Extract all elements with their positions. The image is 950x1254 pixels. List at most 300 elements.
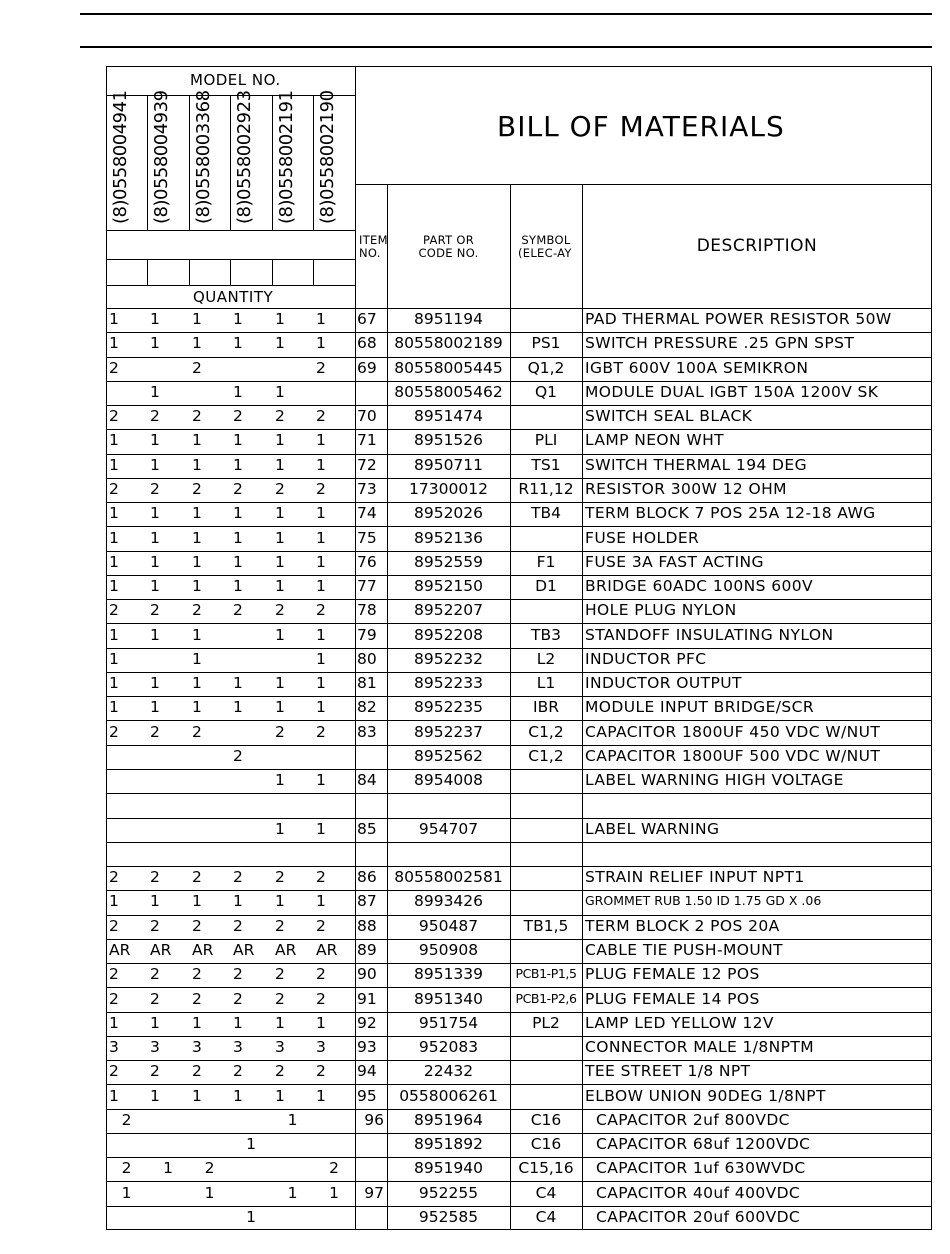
quantity-cell: 1 — [233, 456, 243, 474]
quantity-cell: 1 — [316, 650, 326, 668]
item-number: 83 — [357, 723, 377, 741]
quantity-cell: 1 — [109, 529, 119, 547]
quantity-cell: 2 — [121, 1159, 132, 1177]
symbol-cell: C4 — [535, 1186, 557, 1202]
row-divider — [106, 623, 932, 624]
part-number: 8952136 — [413, 529, 484, 547]
symbol-cell: TS1 — [531, 458, 561, 474]
quantity-cell: 2 — [109, 965, 119, 983]
row-divider — [106, 745, 932, 746]
description-cell: CAPACITOR 1uf 630WVDC — [596, 1159, 806, 1177]
quantity-cell: 1 — [316, 529, 326, 547]
item-number: 78 — [357, 601, 377, 619]
quantity-cell: AR — [150, 941, 172, 959]
item-number: 81 — [357, 674, 377, 692]
row-divider — [106, 526, 932, 527]
quantity-cell: 1 — [316, 820, 326, 838]
quantity-cell: 2 — [233, 407, 243, 425]
quantity-cell: 2 — [316, 723, 326, 741]
quantity-cell: 1 — [192, 674, 202, 692]
quantity-cell: 2 — [150, 1062, 160, 1080]
row-divider — [106, 478, 932, 479]
quantity-label: QUANTITY — [193, 288, 274, 306]
quantity-cell: 2 — [275, 723, 285, 741]
quantity-cell: 1 — [233, 310, 243, 328]
part-number: 954707 — [418, 820, 479, 838]
part-number: 8951526 — [413, 431, 484, 449]
description-cell: CONNECTOR MALE 1/8NPTM — [585, 1038, 815, 1056]
quantity-cell: 1 — [150, 334, 160, 352]
quantity-cell: 1 — [233, 892, 243, 910]
row-divider — [106, 502, 932, 503]
quantity-cell: 1 — [150, 456, 160, 474]
quantity-cell: 1 — [316, 431, 326, 449]
quantity-cell: 1 — [275, 820, 285, 838]
part-number: 8951964 — [413, 1111, 484, 1129]
quantity-cell: 1 — [275, 577, 285, 595]
symbol-cell: PLI — [534, 433, 558, 449]
description-cell: CAPACITOR 20uf 600VDC — [596, 1208, 801, 1226]
quantity-cell: 2 — [192, 359, 202, 377]
quantity-cell: 1 — [275, 383, 285, 401]
quantity-cell: 3 — [275, 1038, 285, 1056]
quantity-cell: 2 — [316, 868, 326, 886]
quantity-cell: 2 — [275, 601, 285, 619]
quantity-cell: 1 — [316, 553, 326, 571]
part-number: 80558005445 — [394, 359, 503, 377]
row-divider — [106, 769, 932, 770]
item-number: 89 — [357, 941, 377, 959]
row-divider — [106, 842, 932, 843]
quantity-cell: 1 — [192, 334, 202, 352]
quantity-cell: 1 — [275, 698, 285, 716]
quantity-cell: 2 — [150, 601, 160, 619]
quantity-cell: 2 — [233, 480, 243, 498]
quantity-cell: 1 — [109, 456, 119, 474]
top-rule — [80, 13, 932, 15]
quantity-cell: 1 — [275, 1014, 285, 1032]
description-cell: CAPACITOR 2uf 800VDC — [596, 1111, 790, 1129]
row-divider — [106, 381, 932, 382]
row-divider — [106, 454, 932, 455]
table-title: BILL OF MATERIALS — [497, 110, 785, 143]
row-divider — [106, 1060, 932, 1061]
description-cell: PLUG FEMALE 14 POS — [585, 990, 760, 1008]
quantity-cell: 2 — [109, 723, 119, 741]
part-number: 8951474 — [413, 407, 484, 425]
quantity-cell: 1 — [275, 456, 285, 474]
part-number: 8951194 — [413, 310, 484, 328]
row-divider — [106, 915, 932, 916]
quantity-cell: 2 — [316, 990, 326, 1008]
quantity-cell: 1 — [246, 1208, 256, 1226]
part-header-line1: PART OR — [422, 233, 475, 247]
quantity-cell: 2 — [109, 917, 119, 935]
description-cell: LABEL WARNING — [585, 820, 720, 838]
quantity-cell: 1 — [109, 650, 119, 668]
quantity-cell: 3 — [233, 1038, 243, 1056]
quantity-cell: 2 — [192, 917, 202, 935]
row-divider — [106, 332, 932, 333]
item-number: 72 — [357, 456, 377, 474]
symbol-cell: C16 — [530, 1137, 562, 1153]
quantity-cell: 2 — [275, 965, 285, 983]
quantity-cell: 1 — [109, 504, 119, 522]
quantity-cell: 1 — [192, 431, 202, 449]
symbol-cell: D1 — [535, 579, 557, 595]
quantity-cell: 2 — [192, 1062, 202, 1080]
model-column-divider — [272, 259, 273, 285]
symbol-header-line1: SYMBOL — [521, 233, 571, 247]
quantity-cell: 2 — [150, 990, 160, 1008]
item-number: 68 — [357, 334, 377, 352]
quantity-cell: 1 — [316, 626, 326, 644]
row-divider — [106, 890, 932, 891]
quantity-cell: 1 — [109, 310, 119, 328]
row-divider — [106, 818, 932, 819]
quantity-cell: 1 — [316, 771, 326, 789]
row-divider — [106, 1206, 932, 1207]
quantity-cell: 1 — [275, 334, 285, 352]
symbol-cell: PS1 — [531, 336, 561, 352]
symbol-cell: C16 — [530, 1113, 562, 1129]
quantity-cell: 1 — [316, 577, 326, 595]
quantity-cell: 1 — [329, 1184, 339, 1202]
symbol-cell: C4 — [535, 1210, 557, 1226]
quantity-cell: 1 — [192, 529, 202, 547]
quantity-cell: 1 — [192, 1087, 202, 1105]
model-column-divider — [147, 95, 148, 230]
quantity-cell: 1 — [233, 553, 243, 571]
item-number: 80 — [357, 650, 377, 668]
part-number: 950487 — [418, 917, 479, 935]
item-number: 93 — [357, 1038, 377, 1056]
quantity-cell: 1 — [233, 1014, 243, 1032]
quantity-cell: 2 — [329, 1159, 339, 1177]
quantity-cell: 1 — [316, 334, 326, 352]
model-number: (8)0558002923 — [234, 90, 255, 224]
quantity-cell: 1 — [150, 698, 160, 716]
item-number: 82 — [357, 698, 377, 716]
quantity-cell: 1 — [233, 383, 243, 401]
symbol-cell: C15,16 — [518, 1161, 574, 1177]
quantity-cell: 2 — [150, 917, 160, 935]
row-divider — [106, 405, 932, 406]
quantity-cell: AR — [275, 941, 297, 959]
quantity-cell: 2 — [109, 1062, 119, 1080]
description-cell: MODULE INPUT BRIDGE/SCR — [585, 698, 815, 716]
model-number: (8)0558002191 — [276, 90, 297, 224]
description-cell: LABEL WARNING HIGH VOLTAGE — [585, 771, 844, 789]
row-divider — [106, 1109, 932, 1110]
quantity-cell: 1 — [233, 577, 243, 595]
model-column-divider — [230, 259, 231, 285]
row-divider — [106, 672, 932, 673]
item-number: 97 — [364, 1184, 384, 1202]
part-number: 8954008 — [413, 771, 484, 789]
item-number: 92 — [357, 1014, 377, 1032]
part-number: 8951340 — [413, 990, 484, 1008]
model-column-divider — [272, 95, 273, 230]
quantity-cell: 2 — [192, 868, 202, 886]
item-number: 95 — [357, 1087, 377, 1105]
quantity-cell: 1 — [150, 1014, 160, 1032]
part-number: 0558006261 — [399, 1087, 498, 1105]
item-number: 71 — [357, 431, 377, 449]
item-number: 86 — [357, 868, 377, 886]
row-divider — [106, 1084, 932, 1085]
quantity-cell: 2 — [109, 359, 119, 377]
quantity-cell: 1 — [150, 553, 160, 571]
quantity-cell: 1 — [109, 334, 119, 352]
symbol-cell: TB1,5 — [523, 919, 569, 935]
part-number: 8952232 — [413, 650, 484, 668]
quantity-cell: 2 — [150, 407, 160, 425]
row-divider — [106, 1036, 932, 1037]
part-number: 8952559 — [413, 553, 484, 571]
quantity-cell: 2 — [233, 868, 243, 886]
symbol-cell: PCB1-P2,6 — [515, 993, 577, 1006]
symbol-cell: L1 — [536, 676, 556, 692]
description-cell: CAPACITOR 68uf 1200VDC — [596, 1135, 811, 1153]
description-cell: GROMMET RUB 1.50 ID 1.75 GD X .06 — [585, 893, 822, 908]
part-number: 952083 — [418, 1038, 479, 1056]
quantity-cell: 1 — [192, 504, 202, 522]
quantity-cell: 2 — [316, 917, 326, 935]
description-cell: STANDOFF INSULATING NYLON — [585, 626, 834, 644]
quantity-cell: 2 — [109, 601, 119, 619]
item-number: 91 — [357, 990, 377, 1008]
symbol-header-line2: (ELEC-AY — [518, 247, 572, 260]
part-header-line2: CODE NO. — [418, 246, 479, 260]
description-cell: TERM BLOCK 7 POS 25A 12-18 AWG — [585, 504, 876, 522]
quantity-cell: 1 — [233, 1087, 243, 1105]
part-number: 8951940 — [413, 1159, 484, 1177]
part-number: 8952235 — [413, 698, 484, 716]
quantity-cell: 1 — [275, 771, 285, 789]
row-divider — [106, 551, 932, 552]
quantity-cell: 2 — [150, 868, 160, 886]
description-cell: RESISTOR 300W 12 OHM — [585, 480, 787, 498]
quantity-cell: 2 — [316, 480, 326, 498]
part-number: 952255 — [418, 1184, 479, 1202]
quantity-cell: 2 — [316, 407, 326, 425]
part-number: 8952237 — [413, 723, 484, 741]
symbol-cell: Q1,2 — [527, 361, 565, 377]
quantity-cell: 1 — [287, 1111, 298, 1129]
quantity-cell: 1 — [109, 892, 119, 910]
part-number: 8952233 — [413, 674, 484, 692]
part-number: 8993426 — [413, 892, 484, 910]
quantity-cell: 1 — [109, 577, 119, 595]
symbol-cell: TB4 — [531, 506, 561, 522]
model-no-label: MODEL NO. — [190, 71, 281, 89]
symbol-cell: Q1 — [534, 385, 558, 401]
quantity-cell: 1 — [150, 674, 160, 692]
quantity-cell: 2 — [275, 407, 285, 425]
description-cell: BRIDGE 60ADC 100NS 600V — [585, 577, 813, 595]
quantity-cell: 1 — [275, 1087, 285, 1105]
quantity-cell: 1 — [109, 698, 119, 716]
quantity-cell: 2 — [275, 917, 285, 935]
item-number: 67 — [357, 310, 377, 328]
description-cell: TEE STREET 1/8 NPT — [585, 1062, 751, 1080]
quantity-cell: 2 — [150, 723, 160, 741]
symbol-cell: R11,12 — [518, 482, 574, 498]
row-divider — [106, 648, 932, 649]
quantity-cell: 2 — [192, 601, 202, 619]
quantity-cell: 1 — [275, 431, 285, 449]
quantity-cell: 2 — [316, 965, 326, 983]
quantity-cell: 2 — [192, 480, 202, 498]
quantity-cell: 2 — [275, 1062, 285, 1080]
quantity-cell: 1 — [192, 577, 202, 595]
row-divider — [106, 1133, 932, 1134]
symbol-cell: L2 — [536, 652, 556, 668]
item-header-line1: ITEM — [359, 234, 388, 247]
item-number: 96 — [364, 1111, 384, 1129]
quantity-cell: 1 — [150, 892, 160, 910]
item-number: 88 — [357, 917, 377, 935]
quantity-cell: 2 — [150, 965, 160, 983]
quantity-cell: 1 — [316, 1014, 326, 1032]
item-number: 85 — [357, 820, 377, 838]
item-number: 70 — [357, 407, 377, 425]
row-divider — [106, 575, 932, 576]
part-number: 80558002189 — [394, 334, 503, 352]
row-divider — [106, 963, 932, 964]
quantity-cell: 1 — [192, 310, 202, 328]
part-number: 8952562 — [413, 747, 484, 765]
quantity-cell: 1 — [150, 383, 160, 401]
item-number: 75 — [357, 529, 377, 547]
quantity-cell: AR — [233, 941, 255, 959]
model-column-divider — [189, 259, 190, 285]
quantity-cell: 1 — [150, 529, 160, 547]
description-cell: STRAIN RELIEF INPUT NPT1 — [585, 868, 805, 886]
description-cell: LAMP NEON WHT — [585, 431, 725, 449]
part-number: 8952026 — [413, 504, 484, 522]
quantity-cell: 1 — [150, 504, 160, 522]
description-cell: SWITCH SEAL BLACK — [585, 407, 753, 425]
description-cell: IGBT 600V 100A SEMIKRON — [585, 359, 809, 377]
quantity-cell: AR — [109, 941, 131, 959]
quantity-cell: 1 — [246, 1135, 256, 1153]
quantity-cell: 1 — [275, 674, 285, 692]
row-divider — [106, 696, 932, 697]
quantity-cell: 1 — [233, 698, 243, 716]
quantity-cell: 2 — [192, 965, 202, 983]
quantity-cell: 2 — [204, 1159, 215, 1177]
description-cell: SWITCH THERMAL 194 DEG — [585, 456, 807, 474]
quantity-cell: 1 — [109, 431, 119, 449]
quantity-cell: AR — [316, 941, 338, 959]
quantity-cell: 1 — [233, 504, 243, 522]
quantity-cell: 2 — [109, 480, 119, 498]
quantity-cell: 3 — [109, 1038, 119, 1056]
symbol-cell: PL2 — [532, 1016, 560, 1032]
quantity-cell: 1 — [109, 626, 119, 644]
item-number: 73 — [357, 480, 377, 498]
quantity-cell: 1 — [316, 310, 326, 328]
quantity-cell: 1 — [275, 892, 285, 910]
quantity-cell: 1 — [192, 892, 202, 910]
quantity-cell: 1 — [192, 626, 202, 644]
quantity-cell: 1 — [233, 334, 243, 352]
quantity-cell: 1 — [233, 674, 243, 692]
quantity-cell: 1 — [192, 650, 202, 668]
quantity-cell: 1 — [316, 1087, 326, 1105]
quantity-cell: 2 — [316, 359, 326, 377]
quantity-cell: 2 — [150, 480, 160, 498]
description-header: DESCRIPTION — [696, 236, 818, 256]
item-number: 79 — [357, 626, 377, 644]
quantity-cell: 2 — [233, 990, 243, 1008]
quantity-cell: 1 — [150, 310, 160, 328]
quantity-cell: 1 — [275, 529, 285, 547]
row-divider — [106, 939, 932, 940]
quantity-cell: 1 — [109, 1087, 119, 1105]
quantity-cell: 2 — [233, 965, 243, 983]
row-divider — [106, 599, 932, 600]
quantity-cell: 1 — [192, 1014, 202, 1032]
item-number: 77 — [357, 577, 377, 595]
symbol-cell: C1,2 — [528, 725, 564, 741]
quantity-cell: 2 — [275, 480, 285, 498]
part-number: 8952150 — [413, 577, 484, 595]
symbol-cell: F1 — [536, 555, 556, 571]
item-number: 87 — [357, 892, 377, 910]
quantity-cell: 2 — [109, 868, 119, 886]
part-number: 17300012 — [409, 480, 488, 498]
quantity-cell: 1 — [109, 674, 119, 692]
quantity-cell: 1 — [192, 553, 202, 571]
quantity-cell: 2 — [233, 747, 243, 765]
quantity-cell: 1 — [316, 698, 326, 716]
part-number: 951754 — [418, 1014, 479, 1032]
quantity-cell: 1 — [109, 553, 119, 571]
part-number: 8950711 — [413, 456, 484, 474]
item-number: 76 — [357, 553, 377, 571]
model-number: (8)0558004941 — [110, 90, 131, 224]
quantity-cell: 1 — [192, 456, 202, 474]
model-column-divider — [147, 259, 148, 285]
description-cell: HOLE PLUG NYLON — [585, 601, 737, 619]
quantity-cell: 2 — [192, 990, 202, 1008]
quantity-cell: 2 — [233, 917, 243, 935]
model-column-divider — [230, 95, 231, 230]
column-divider — [582, 184, 583, 1230]
quantity-cell: 1 — [150, 431, 160, 449]
quantity-cell: 2 — [316, 601, 326, 619]
part-number: 80558002581 — [394, 868, 503, 886]
quantity-cell: 1 — [121, 1184, 132, 1202]
description-cell: CABLE TIE PUSH-MOUNT — [585, 941, 783, 959]
description-cell: CAPACITOR 40uf 400VDC — [596, 1184, 801, 1202]
row-divider — [106, 866, 932, 867]
quantity-cell: 1 — [287, 1184, 298, 1202]
description-cell: FUSE 3A FAST ACTING — [585, 553, 764, 571]
description-cell: TERM BLOCK 2 POS 20A — [585, 917, 780, 935]
quantity-cell: AR — [192, 941, 214, 959]
quantity-cell: 2 — [316, 1062, 326, 1080]
item-number: 90 — [357, 965, 377, 983]
quantity-cell: 1 — [150, 577, 160, 595]
description-cell: MODULE DUAL IGBT 150A 1200V SK — [585, 383, 879, 401]
item-number: 94 — [357, 1062, 377, 1080]
description-cell: LAMP LED YELLOW 12V — [585, 1014, 774, 1032]
row-divider — [106, 987, 932, 988]
